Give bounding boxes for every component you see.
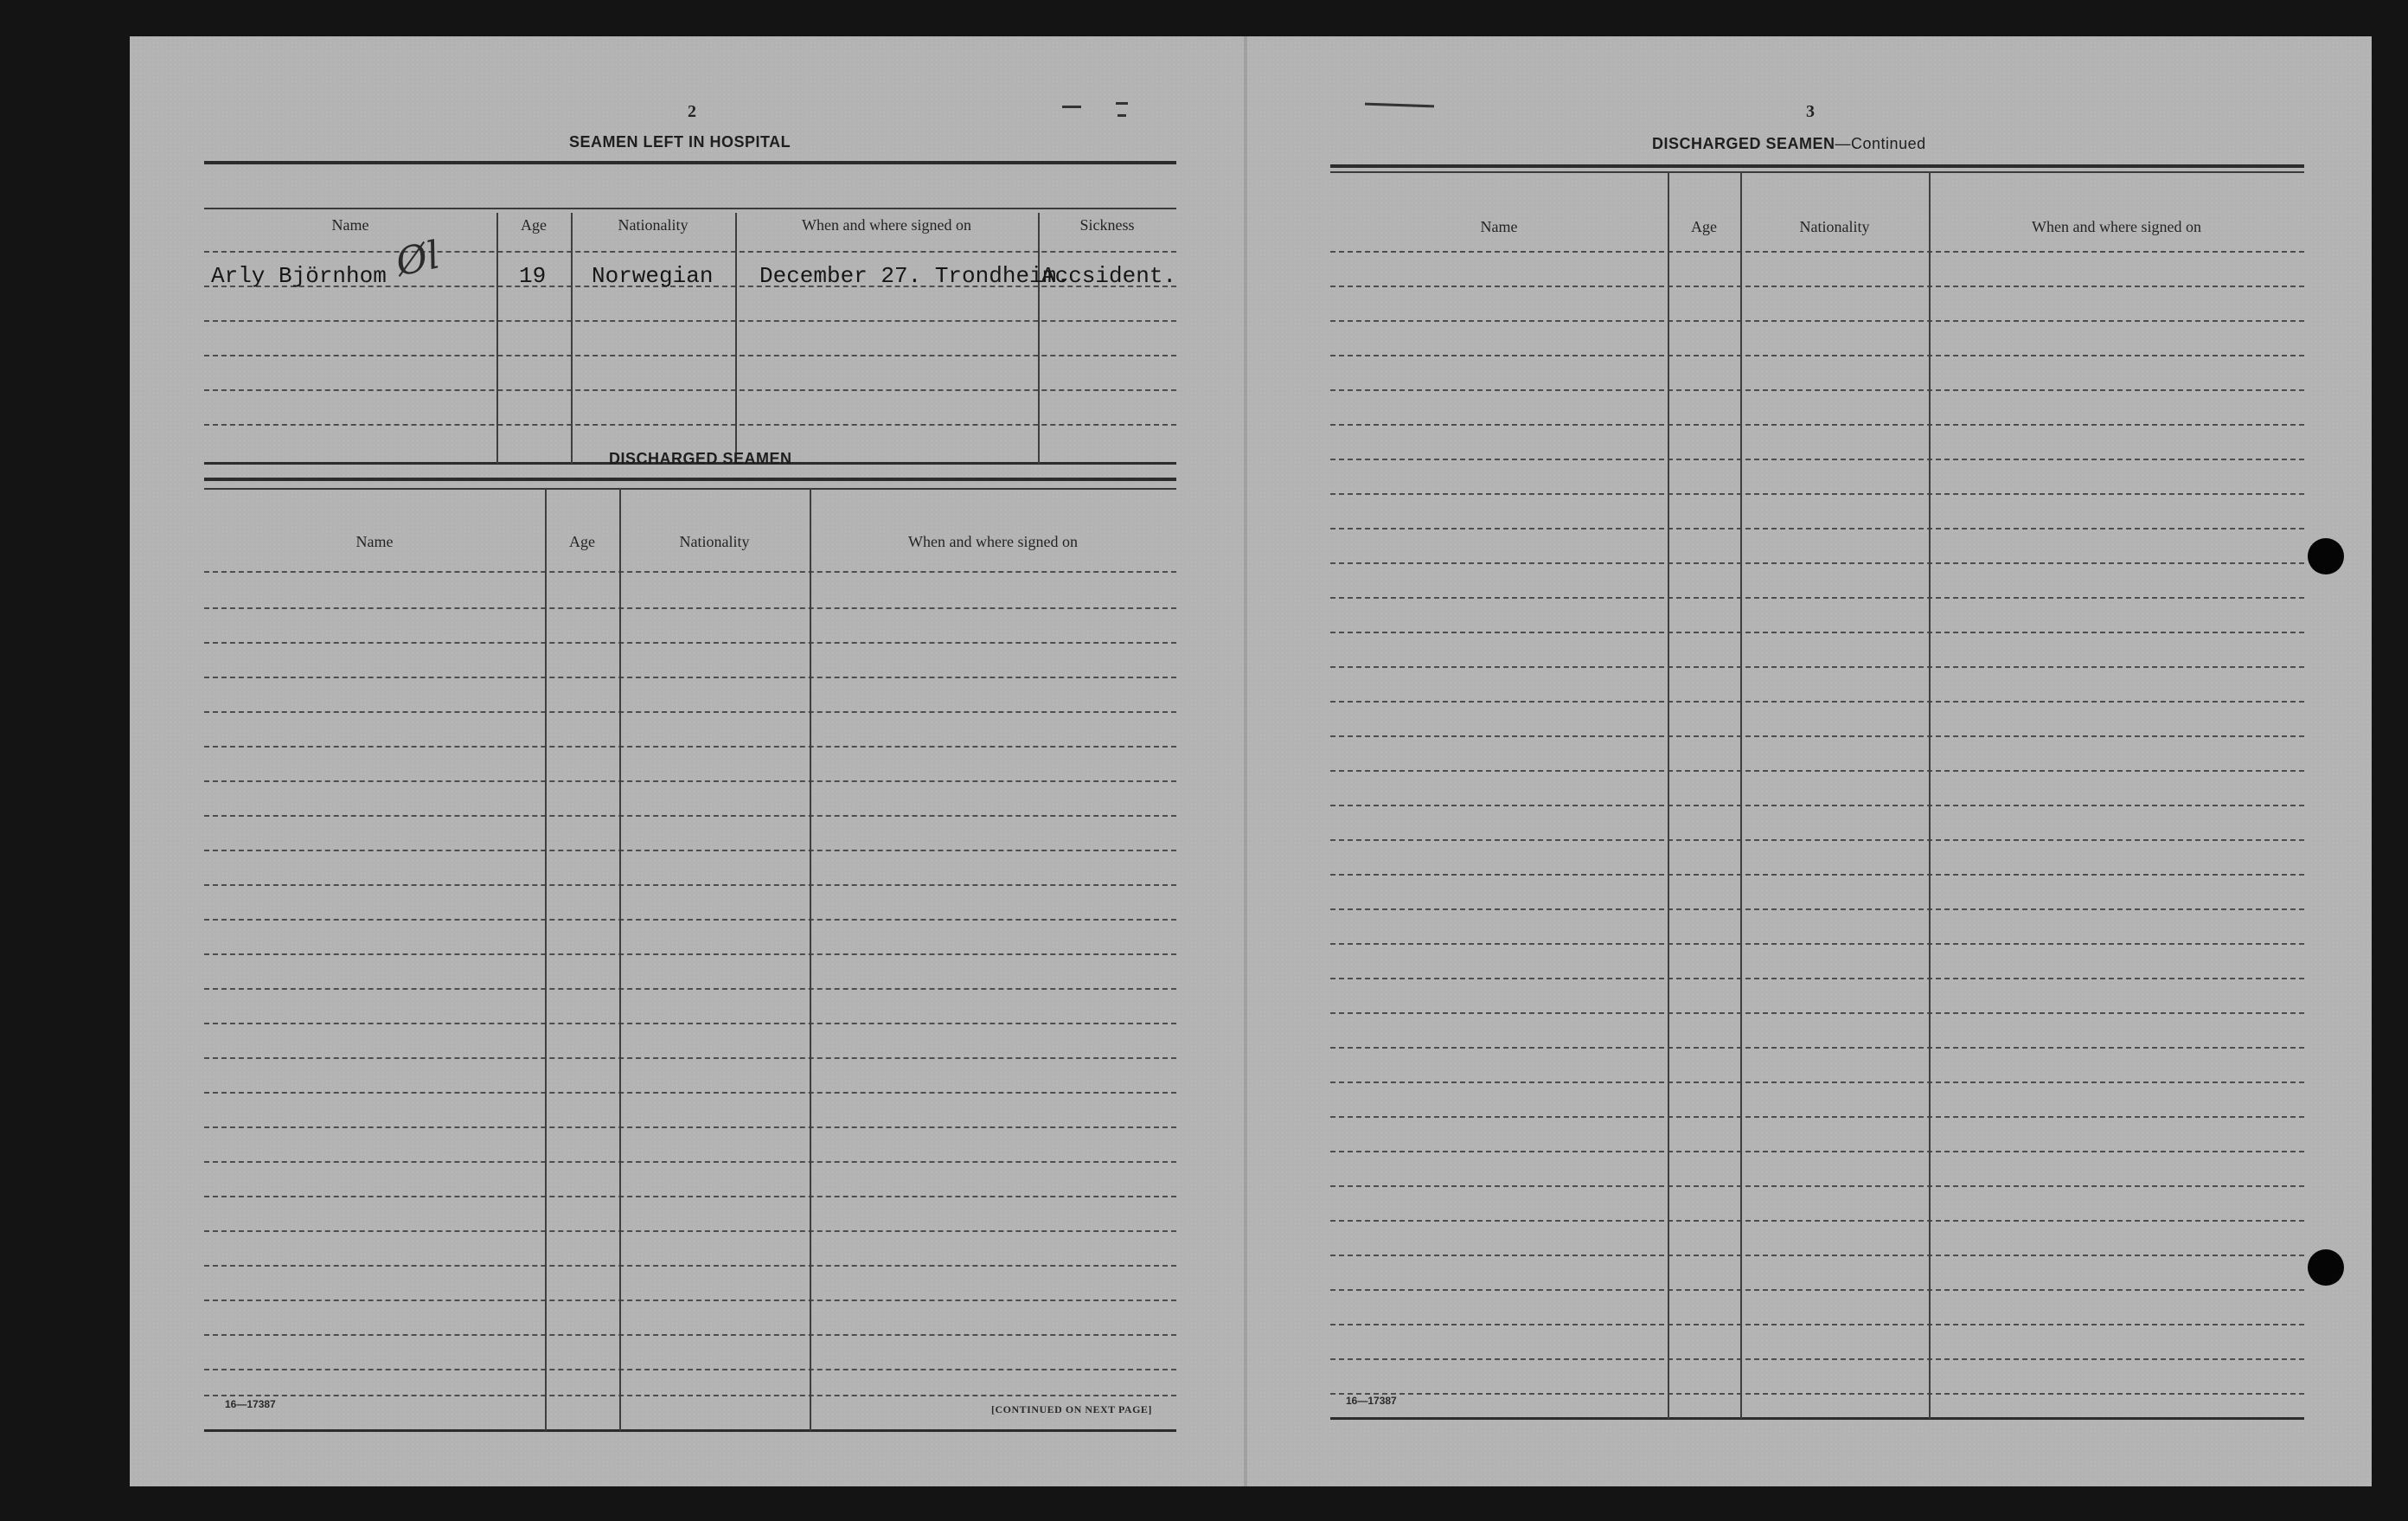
discharged-left-col-age: Age [569,533,595,550]
punch-hole [2308,538,2344,574]
hospital-col-nationality: Nationality [618,216,688,234]
continued-note: [CONTINUED ON NEXT PAGE] [991,1403,1152,1415]
pen-mark [1365,103,1434,108]
hospital-row-nationality: Norwegian [592,263,714,289]
hospital-row-name: Arly Björnhom [211,263,387,289]
discharged-table-left [204,478,1176,1438]
hospital-row-sickness: Accsident. [1041,263,1177,289]
pen-mark [1062,106,1081,108]
pen-mark [1118,114,1126,117]
discharged-left-col-signed-on: When and where signed on [908,533,1078,550]
document-sheet [130,36,2372,1486]
punch-hole [2308,1249,2344,1286]
hospital-col-age: Age [521,216,547,234]
form-number-left: 16—17387 [225,1398,276,1410]
center-fold [1244,36,1247,1486]
hospital-table [204,161,1176,465]
discharged-left-col-nationality: Nationality [679,533,750,550]
discharged-right-col-nationality: Nationality [1799,218,1870,235]
hospital-row-signed-on: December 27. Trondheim. [759,263,1070,289]
page-number-right: 3 [1806,102,1815,121]
discharged-table-right [1330,164,2304,1438]
hospital-col-sickness: Sickness [1079,216,1135,234]
discharged-right-col-name: Name [1480,218,1518,235]
continued-suffix: —Continued [1835,135,1926,152]
discharged-section-title-right [1652,135,1926,153]
discharged-right-col-signed-on: When and where signed on [2032,218,2201,235]
form-number-right: 16—17387 [1346,1395,1397,1407]
handwritten-initials: Øl [392,233,444,286]
discharged-left-col-name: Name [355,533,394,550]
hospital-row-age: 19 [519,263,547,289]
page-number-left: 2 [688,102,696,121]
pen-mark [1116,102,1128,105]
discharged-section-title-left: DISCHARGED SEAMEN [609,450,792,467]
hospital-col-name: Name [331,216,369,234]
discharged-right-title-text: DISCHARGED SEAMEN [1652,135,1835,152]
discharged-right-col-age: Age [1691,218,1717,235]
hospital-section-title: SEAMEN LEFT IN HOSPITAL [569,133,791,151]
hospital-col-signed-on: When and where signed on [802,216,971,234]
